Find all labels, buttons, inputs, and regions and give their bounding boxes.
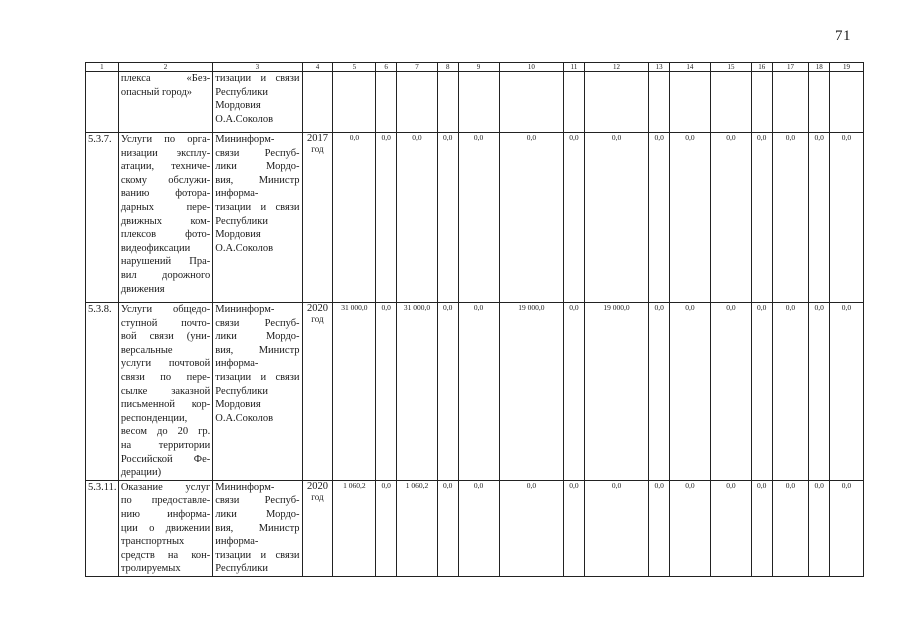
table-row	[86, 133, 864, 303]
value-cell-col-16: 0,0	[751, 133, 772, 303]
service-name-line: нию информа-	[120, 508, 211, 520]
row-number: 5.3.7.	[86, 133, 119, 303]
service-name-line: дерации)	[120, 467, 162, 479]
executor-line: Республики	[215, 215, 268, 227]
executor	[213, 303, 302, 481]
value-cell-col-17	[772, 72, 809, 133]
column-number-17: 17	[772, 63, 809, 72]
value-cell-col-14	[669, 72, 710, 133]
value-cell-col-17: 0,0	[772, 303, 809, 481]
column-number-8: 8	[437, 63, 458, 72]
year-cell	[302, 303, 333, 481]
value-cell-col-16	[751, 72, 772, 133]
executor-line: лики Мордо-	[215, 331, 300, 343]
value-cell-col-14: 0,0	[669, 480, 710, 576]
value-cell-col-18: 0,0	[809, 303, 830, 481]
executor-line: вия, Министр	[215, 522, 300, 534]
value-cell-col-19: 0,0	[829, 133, 863, 303]
executor-line: информа-	[215, 536, 259, 548]
value-cell-col-11: 0,0	[564, 480, 585, 576]
executor-line: О.А.Соколов	[215, 412, 274, 424]
column-number-9: 9	[458, 63, 499, 72]
year-cell	[302, 72, 333, 133]
row-number: 5.3.8.	[86, 303, 119, 481]
service-name-line: ции о движении	[120, 522, 211, 534]
row-number: 5.3.11.	[86, 480, 119, 576]
value-cell-col-14: 0,0	[669, 133, 710, 303]
value-cell-col-18: 0,0	[809, 133, 830, 303]
value-cell-col-15: 0,0	[710, 133, 751, 303]
column-number-10: 10	[499, 63, 564, 72]
service-name-line: услуги почтовой	[120, 358, 211, 370]
year-value: 2020	[306, 303, 328, 314]
service-name	[118, 72, 212, 133]
executor-line: О.А.Соколов	[215, 242, 274, 254]
service-name-line: ванию фотора-	[120, 188, 211, 200]
value-cell-col-7	[396, 72, 437, 133]
service-name-line: связи по пере-	[120, 371, 211, 383]
executor-line: Мининформ-	[215, 134, 275, 145]
executor	[213, 72, 302, 133]
value-cell-col-9: 0,0	[458, 133, 499, 303]
value-cell-col-9: 0,0	[458, 303, 499, 481]
executor-line: тизации и связи	[215, 201, 300, 213]
service-name-line: атации, техниче-	[120, 161, 211, 173]
service-name-line: видеофиксации	[120, 242, 191, 254]
year-unit: год	[311, 491, 324, 502]
value-cell-col-16: 0,0	[751, 303, 772, 481]
column-number-14: 14	[669, 63, 710, 72]
executor-line: Мининформ-	[215, 304, 275, 315]
value-cell-col-10: 0,0	[499, 480, 564, 576]
column-number-16: 16	[751, 63, 772, 72]
value-cell-col-11: 0,0	[564, 303, 585, 481]
service-name-line: нарушений Пра-	[120, 256, 211, 268]
value-cell-col-17: 0,0	[772, 480, 809, 576]
executor-line: вия, Министр	[215, 174, 300, 186]
service-name	[118, 133, 212, 303]
year-cell	[302, 133, 333, 303]
year-value: 2017	[306, 133, 328, 144]
table-row	[86, 303, 864, 481]
value-cell-col-5: 0,0	[333, 133, 376, 303]
service-name-line: средств на кон-	[120, 549, 211, 561]
service-name-line: сылке заказной	[120, 385, 211, 397]
value-cell-col-17: 0,0	[772, 133, 809, 303]
value-cell-col-15: 0,0	[710, 480, 751, 576]
column-number-3: 3	[213, 63, 302, 72]
service-name-line: респонденции,	[120, 412, 188, 424]
column-number-1: 1	[86, 63, 119, 72]
executor-line: Мининформ-	[215, 481, 275, 493]
value-cell-col-5: 31 000,0	[333, 303, 376, 481]
service-name-line: движных ком-	[120, 215, 211, 227]
value-cell-col-18: 0,0	[809, 480, 830, 576]
value-cell-col-14: 0,0	[669, 303, 710, 481]
table-row	[86, 480, 864, 576]
executor-line: информа-	[215, 188, 259, 200]
service-name-line: ступной почто-	[120, 317, 211, 329]
executor-line: связи Респуб-	[215, 495, 300, 507]
column-number-5: 5	[333, 63, 376, 72]
service-name	[118, 303, 212, 481]
column-number-11: 11	[564, 63, 585, 72]
service-name-line: дарных пере-	[120, 201, 211, 213]
value-cell-col-12: 0,0	[584, 480, 649, 576]
service-name-line: плексов фото-	[120, 229, 211, 241]
value-cell-col-12: 0,0	[584, 133, 649, 303]
executor-line: Республики	[215, 86, 268, 98]
service-name-line: скому обслужи-	[120, 174, 211, 186]
service-name-line: вой связи (уни-	[120, 331, 211, 343]
service-name	[118, 480, 212, 576]
executor-line: тизации и связи	[215, 549, 300, 561]
executor-line: Республики	[215, 563, 268, 575]
executor-line: Мордовия	[215, 229, 261, 241]
executor-line: связи Респуб-	[215, 317, 300, 329]
service-name-line: на территории	[120, 439, 211, 451]
executor-line: О.А.Соколов	[215, 113, 274, 125]
column-number-2: 2	[118, 63, 212, 72]
value-cell-col-19: 0,0	[829, 480, 863, 576]
page-number: 71	[835, 28, 851, 44]
value-cell-col-15	[710, 72, 751, 133]
value-cell-col-8: 0,0	[437, 480, 458, 576]
service-name-line: весом до 20 гр.	[120, 426, 211, 438]
executor-line: информа-	[215, 358, 259, 370]
value-cell-col-9: 0,0	[458, 480, 499, 576]
value-cell-col-11: 0,0	[564, 133, 585, 303]
value-cell-col-11	[564, 72, 585, 133]
value-cell-col-5	[333, 72, 376, 133]
service-name-line: транспортных	[120, 536, 185, 548]
value-cell-col-8	[437, 72, 458, 133]
executor-line: тизации и связи	[215, 371, 300, 383]
service-name-line: Оказание услуг	[120, 481, 211, 493]
executor	[213, 480, 302, 576]
value-cell-col-9	[458, 72, 499, 133]
value-cell-col-13: 0,0	[649, 480, 670, 576]
row-number	[86, 72, 119, 133]
value-cell-col-13	[649, 72, 670, 133]
budget-table	[85, 62, 864, 577]
column-number-row	[86, 63, 864, 72]
column-number-13: 13	[649, 63, 670, 72]
value-cell-col-5: 1 060,2	[333, 480, 376, 576]
table-body	[86, 63, 864, 577]
year-cell	[302, 480, 333, 576]
value-cell-col-18	[809, 72, 830, 133]
column-number-19: 19	[829, 63, 863, 72]
table-row	[86, 72, 864, 133]
value-cell-col-6	[376, 72, 397, 133]
service-name-line: Услуги по орга-	[120, 134, 211, 145]
value-cell-col-7: 0,0	[396, 133, 437, 303]
service-name-line: по предоставле-	[120, 495, 211, 507]
value-cell-col-7: 31 000,0	[396, 303, 437, 481]
value-cell-col-6: 0,0	[376, 133, 397, 303]
executor-line: связи Респуб-	[215, 147, 300, 159]
service-name-line: версальные	[120, 344, 173, 356]
executor-line: Республики	[215, 385, 268, 397]
value-cell-col-13: 0,0	[649, 303, 670, 481]
service-name-line: письменной кор-	[120, 399, 211, 411]
service-name-line: движения	[120, 283, 165, 295]
executor-line: Мордовия	[215, 399, 261, 411]
column-number-7: 7	[396, 63, 437, 72]
executor-line: тизации и связи	[215, 73, 300, 84]
service-name-line: опасный город»	[120, 86, 193, 98]
executor-line: лики Мордо-	[215, 161, 300, 173]
value-cell-col-10: 0,0	[499, 133, 564, 303]
value-cell-col-16: 0,0	[751, 480, 772, 576]
service-name-line: Услуги общедо-	[120, 304, 211, 315]
service-name-line: тролируемых	[120, 563, 181, 575]
service-name-line: вил дорожного	[120, 269, 211, 281]
executor	[213, 133, 302, 303]
value-cell-col-19	[829, 72, 863, 133]
value-cell-col-10: 19 000,0	[499, 303, 564, 481]
column-number-4: 4	[302, 63, 333, 72]
value-cell-col-15: 0,0	[710, 303, 751, 481]
value-cell-col-12	[584, 72, 649, 133]
service-name-line: низации эксплу-	[120, 147, 211, 159]
value-cell-col-7: 1 060,2	[396, 480, 437, 576]
column-number-15: 15	[710, 63, 751, 72]
value-cell-col-13: 0,0	[649, 133, 670, 303]
year-unit: год	[311, 314, 324, 324]
column-number-18: 18	[809, 63, 830, 72]
value-cell-col-8: 0,0	[437, 303, 458, 481]
executor-line: вия, Министр	[215, 344, 300, 356]
value-cell-col-6: 0,0	[376, 303, 397, 481]
column-number-12: 12	[584, 63, 649, 72]
column-number-6: 6	[376, 63, 397, 72]
value-cell-col-19: 0,0	[829, 303, 863, 481]
service-name-line: Российской Фе-	[120, 453, 211, 465]
value-cell-col-10	[499, 72, 564, 133]
value-cell-col-12: 19 000,0	[584, 303, 649, 481]
value-cell-col-8: 0,0	[437, 133, 458, 303]
year-unit: год	[311, 144, 324, 154]
value-cell-col-6: 0,0	[376, 480, 397, 576]
year-value: 2020	[306, 480, 328, 492]
executor-line: лики Мордо-	[215, 508, 300, 520]
service-name-line: плекса «Без-	[120, 73, 211, 84]
executor-line: Мордовия	[215, 100, 261, 112]
